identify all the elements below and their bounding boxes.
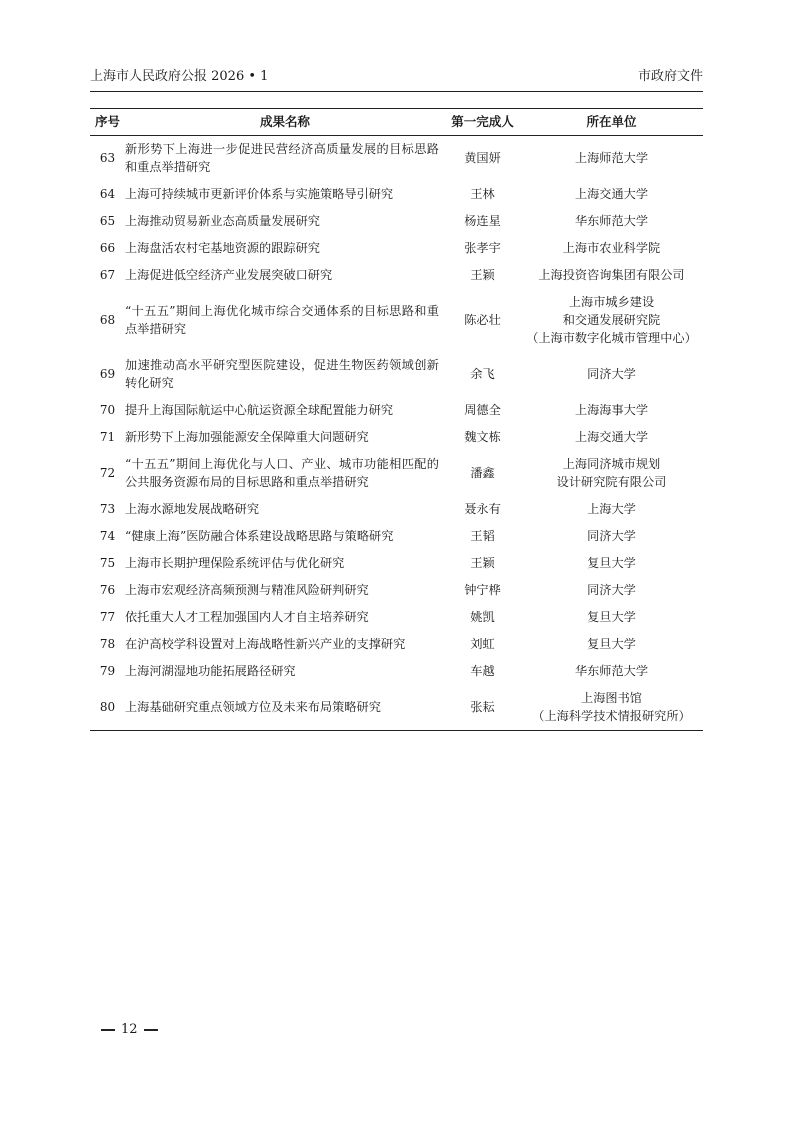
first-author: 黄国妍 — [464, 151, 501, 165]
first-author: 刘虹 — [470, 637, 495, 651]
gazette-title: 上海市人民政府公报 2026 • 1 — [90, 69, 269, 84]
column-header-title: 成果名称 — [125, 109, 445, 136]
row-number: 67 — [99, 268, 116, 282]
first-author: 杨连星 — [464, 214, 501, 228]
research-title: 上海盘活农村宅基地资源的跟踪研究 — [125, 241, 320, 255]
results-table — [90, 108, 703, 731]
first-author: 聂永有 — [464, 502, 501, 516]
row-number: 68 — [99, 313, 116, 327]
institution — [520, 262, 703, 289]
first-author: 张孝宇 — [464, 241, 501, 255]
research-title: “十五五”期间上海优化与人口、产业、城市功能相匹配的公共服务资源布局的目标思路和重点举措研究 — [125, 457, 439, 489]
institution — [520, 208, 703, 235]
row-number: 75 — [99, 556, 116, 570]
header-divider — [90, 91, 703, 92]
institution-line: 和交通发展研究院 — [562, 313, 661, 327]
institution-line: 上海市城乡建设 — [568, 295, 655, 309]
first-author: 王颖 — [470, 556, 495, 570]
institution-line: 上海市农业科学院 — [562, 241, 661, 255]
table-row — [90, 424, 703, 451]
first-author: 王韬 — [470, 529, 495, 543]
footer-dash-left — [101, 1029, 115, 1031]
row-number: 72 — [99, 466, 116, 480]
table-row — [90, 550, 703, 577]
institution — [520, 289, 703, 352]
row-number: 76 — [99, 583, 116, 597]
research-title: 上海可持续城市更新评价体系与实施策略导引研究 — [125, 187, 394, 201]
row-number: 79 — [99, 664, 116, 678]
research-title: 新形势下上海加强能源安全保障重大问题研究 — [125, 430, 369, 444]
section-title: 市政府文件 — [637, 69, 703, 84]
table-row — [90, 262, 703, 289]
research-title: 上海促进低空经济产业发展突破口研究 — [125, 268, 333, 282]
table-row — [90, 289, 703, 352]
row-number: 64 — [99, 187, 116, 201]
table-row — [90, 604, 703, 631]
row-number: 73 — [99, 502, 116, 516]
institution — [520, 424, 703, 451]
institution — [520, 496, 703, 523]
first-author: 潘鑫 — [470, 466, 495, 480]
institution — [520, 235, 703, 262]
institution — [520, 631, 703, 658]
institution-line: 复旦大学 — [587, 637, 636, 651]
institution — [520, 577, 703, 604]
institution-line: 上海投资咨询集团有限公司 — [538, 268, 685, 282]
column-header-number: 序号 — [90, 109, 125, 136]
institution-line: 同济大学 — [587, 583, 636, 597]
institution — [520, 181, 703, 208]
column-header-institution: 所在单位 — [520, 109, 703, 136]
institution — [520, 451, 703, 496]
institution — [520, 685, 703, 731]
institution — [520, 550, 703, 577]
first-author: 张耘 — [445, 685, 520, 731]
institution-line: 同济大学 — [587, 529, 636, 543]
first-author: 陈必壮 — [464, 313, 501, 327]
institution — [520, 352, 703, 397]
institution-line: 复旦大学 — [587, 556, 636, 570]
institution-line: 同济大学 — [587, 367, 636, 381]
page-footer — [95, 1020, 164, 1040]
research-title: 在沪高校学科设置对上海战略性新兴产业的支撑研究 — [125, 637, 406, 651]
table-row — [90, 136, 703, 182]
research-title: 提升上海国际航运中心航运资源全球配置能力研究 — [125, 403, 394, 417]
institution-line: 上海师范大学 — [574, 151, 649, 165]
first-author: 王林 — [470, 187, 495, 201]
row-number: 69 — [99, 367, 116, 381]
institution-line: （上海市数字化城市管理中心） — [526, 331, 697, 345]
row-number: 65 — [99, 214, 116, 228]
table-row — [90, 631, 703, 658]
row-number: 66 — [99, 241, 116, 255]
table-row — [90, 685, 703, 731]
research-title: 上海市宏观经济高频预测与精准风险研判研究 — [125, 583, 369, 597]
first-author: 姚凯 — [470, 610, 495, 624]
institution-line: 复旦大学 — [587, 610, 636, 624]
research-title: 上海市长期护理保险系统评估与优化研究 — [125, 556, 345, 570]
table-row — [90, 523, 703, 550]
table-row — [90, 352, 703, 397]
institution-line: 设计研究院有限公司 — [556, 475, 667, 489]
institution-line: 上海同济城市规划 — [562, 457, 661, 471]
page-header — [90, 66, 703, 88]
table-row — [90, 397, 703, 424]
research-title: 依托重大人才工程加强国内人才自主培养研究 — [125, 610, 369, 624]
research-title: 上海河湖湿地功能拓展路径研究 — [125, 664, 296, 678]
row-number: 63 — [99, 151, 116, 165]
first-author: 王颖 — [470, 268, 495, 282]
table-row — [90, 577, 703, 604]
table-row — [90, 235, 703, 262]
row-number: 77 — [99, 610, 116, 624]
institution — [520, 523, 703, 550]
table-row — [90, 658, 703, 685]
row-number: 70 — [99, 403, 116, 417]
institution-line: 上海图书馆 — [581, 691, 642, 705]
row-number: 78 — [99, 637, 116, 651]
table-row — [90, 181, 703, 208]
first-author: 车越 — [470, 664, 495, 678]
first-author: 余飞 — [470, 367, 495, 381]
institution-line: 华东师范大学 — [574, 214, 649, 228]
institution-line: 上海交通大学 — [574, 187, 649, 201]
institution — [520, 136, 703, 182]
footer-dash-right — [144, 1029, 158, 1031]
table-body — [90, 136, 703, 731]
research-title: 加速推动高水平研究型医院建设，促进生物医药领域创新转化研究 — [125, 358, 439, 390]
institution-line: （上海科学技术情报研究所） — [532, 709, 691, 723]
institution — [520, 397, 703, 424]
first-author: 魏文栋 — [464, 430, 501, 444]
row-number: 80 — [90, 685, 125, 731]
row-number: 71 — [99, 430, 116, 444]
institution-line: 上海大学 — [587, 502, 636, 516]
institution — [520, 658, 703, 685]
row-number: 74 — [99, 529, 116, 543]
research-title: 上海推动贸易新业态高质量发展研究 — [125, 214, 320, 228]
research-title: “十五五”期间上海优化城市综合交通体系的目标思路和重点举措研究 — [125, 304, 439, 336]
first-author: 周德全 — [464, 403, 501, 417]
table-row — [90, 451, 703, 496]
research-title: 上海水源地发展战略研究 — [125, 502, 260, 516]
research-title: “健康上海”医防融合体系建设战略思路与策略研究 — [125, 529, 394, 543]
institution-line: 上海海事大学 — [574, 403, 649, 417]
table-row — [90, 208, 703, 235]
research-title: 上海基础研究重点领域方位及未来布局策略研究 — [125, 685, 445, 731]
institution-line: 华东师范大学 — [574, 664, 649, 678]
institution-line: 上海交通大学 — [574, 430, 649, 444]
page-number: 12 — [121, 1022, 138, 1037]
research-title: 新形势下上海进一步促进民营经济高质量发展的目标思路和重点举措研究 — [125, 142, 439, 174]
table-row — [90, 496, 703, 523]
first-author: 钟宁桦 — [464, 583, 501, 597]
institution — [520, 604, 703, 631]
column-header-first-author: 第一完成人 — [445, 109, 520, 136]
table-header-row — [90, 109, 703, 136]
